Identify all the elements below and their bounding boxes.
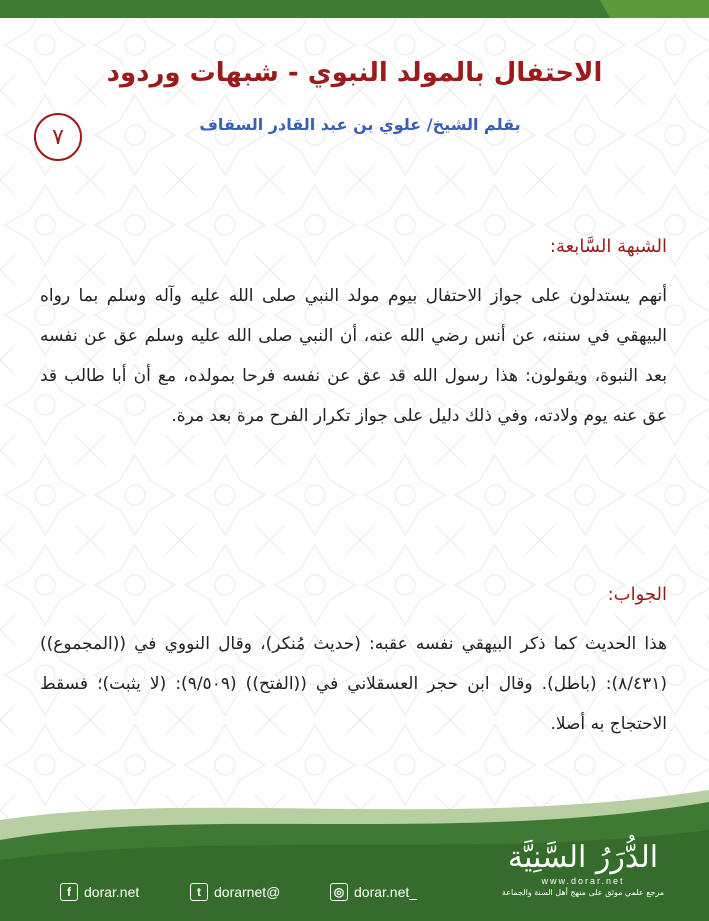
dorar-logo (483, 840, 683, 897)
twitter-handle: dorarnet@ (214, 884, 281, 900)
twitter-icon: t (190, 883, 208, 901)
facebook-link[interactable] (60, 880, 139, 904)
author-line: بقلم الشيخ/ علوي بن عبد القادر السقاف (199, 115, 521, 134)
facebook-icon: f (60, 883, 78, 901)
part-number-badge: ٧ (34, 113, 82, 161)
section-heading-answer: الجواب: (607, 584, 667, 605)
twitter-link[interactable] (190, 880, 280, 904)
instagram-link[interactable] (330, 880, 417, 904)
brand-url: www.dorar.net (541, 876, 625, 886)
facebook-handle: dorar.net (84, 884, 140, 900)
instagram-icon: ◎ (330, 883, 348, 901)
page-title: الاحتفال بالمولد النبوي - شبهات وردود (106, 58, 603, 88)
brand-tagline: مرجع علمي موثق على منهج أهل السنة والجماعة (501, 888, 665, 897)
section-body-answer: هذا الحديث كما ذكر البيهقي نفسه عقبه: (حديث مُنكر)، وقال النووي في ((المجموع)) (٨/٤٣١): (باطل). وقال ابن حجر العسقلاني في ((الفتح)) (٩/٥٠٩): (لا يثبت)؛ فسقط الاحتجاج به أصلا. (40, 634, 667, 734)
brand-name: الدُّرَرُ السَّنِيَّة (507, 840, 659, 875)
instagram-handle: dorar.net_ (354, 884, 418, 900)
section-body-seventh-doubt: أنهم يستدلون على جواز الاحتفال بيوم مولد النبي صلى الله عليه وآله وسلم بما رواه البيهقي في سننه، عن أنس رضي الله عنه، أن النبي صلى الله عليه وسلم عق عن نفسه بعد النبوة، ويقولون: هذا رسول الله قد عق عن نفسه فرحا بمولده، مع أن أبا طالب قد عق عنه يوم ولادته، وفي ذلك دليل على جواز تكرار الفرح مرة بعد مرة. (40, 286, 667, 426)
top-green-bar (0, 0, 709, 18)
section-heading-seventh-doubt: الشبهة السَّابعة: (549, 236, 667, 257)
